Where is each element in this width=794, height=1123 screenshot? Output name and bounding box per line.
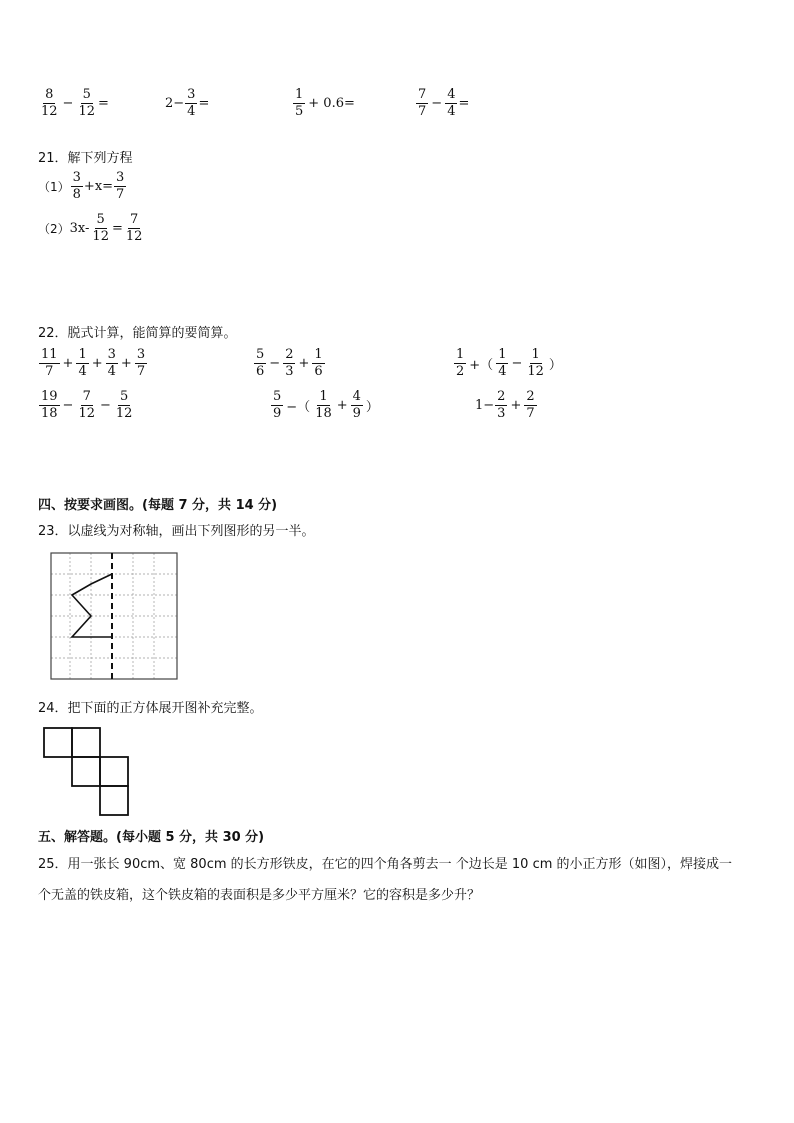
calc-3: $\frac{1}{5}$ + 0.6=: [295, 87, 355, 119]
fraction: $\frac{5}{12}$: [115, 389, 133, 421]
question-24-title: 24．把下面的正方体展开图补充完整。: [38, 701, 263, 716]
fraction: $\frac{5}{12}$: [78, 87, 95, 119]
question-21-title: 21．解下列方程: [38, 151, 133, 166]
symmetry-grid: [48, 550, 180, 682]
fraction: $\frac{4}{9}$: [352, 389, 361, 421]
fraction: $\frac{2}{3}$: [285, 347, 294, 379]
section-5-heading: 五、解答题。(每小题 5 分，共 30 分): [38, 830, 265, 845]
expression-2: $\frac{5}{6}$ − $\frac{2}{3}$ + $\frac{1}{6}$: [256, 347, 323, 379]
question-23-title: 23．以虚线为对称轴，画出下列图形的另一半。: [38, 524, 315, 539]
fraction: $\frac{1}{6}$: [314, 347, 323, 379]
fraction: $\frac{5}{12}$: [92, 212, 109, 244]
half-figure: [72, 574, 112, 637]
fraction: $\frac{2}{7}$: [526, 389, 535, 421]
fraction: $\frac{3}{8}$: [72, 170, 81, 202]
fraction: $\frac{5}{9}$: [273, 389, 282, 421]
question-25-line-1: 25．用一张长 90cm、宽 80cm 的长方形铁皮，在它的四个角各剪去一 个边长是 10 cm 的小正方形（如图），焊接成一: [38, 857, 733, 872]
fraction: $\frac{1}{2}$: [456, 347, 465, 379]
expression-3: $\frac{1}{2}$ +（ $\frac{1}{4}$ − $\frac{1}{12}$ ）: [456, 347, 562, 379]
expression-4: $\frac{19}{18}$ − $\frac{7}{12}$ − $\frac{5}{12}$: [41, 389, 133, 421]
fraction: $\frac{8}{12}$: [41, 87, 58, 119]
fraction: $\frac{3}{7}$: [116, 170, 125, 202]
fraction: $\frac{1}{12}$: [527, 347, 544, 379]
fraction: $\frac{11}{7}$: [41, 347, 58, 379]
fraction: $\frac{1}{4}$: [498, 347, 507, 379]
cube-net: [42, 726, 132, 818]
section-4-heading: 四、按要求画图。(每题 7 分，共 14 分): [38, 498, 278, 513]
expression-6: 1− $\frac{2}{3}$ + $\frac{2}{7}$: [475, 389, 535, 421]
calc-2: 2− $\frac{3}{4}$ =: [165, 87, 210, 119]
fraction: $\frac{1}{18}$: [315, 389, 332, 421]
equation-1: （1） $\frac{3}{8}$ +x= $\frac{3}{7}$: [38, 170, 125, 202]
fraction: $\frac{2}{3}$: [497, 389, 506, 421]
calc-4: $\frac{7}{7}$ − $\frac{4}{4}$ =: [418, 87, 470, 119]
fraction: $\frac{4}{4}$: [447, 87, 456, 119]
question-22-title: 22．脱式计算，能简算的要简算。: [38, 326, 237, 341]
fraction: $\frac{7}{12}$: [125, 212, 143, 244]
fraction: $\frac{3}{7}$: [136, 347, 146, 379]
calc-1: $\frac{8}{12}$ − $\frac{5}{12}$ =: [41, 87, 109, 119]
fraction: $\frac{1}{4}$: [78, 347, 87, 379]
fraction: $\frac{1}{5}$: [295, 87, 304, 119]
fraction: $\frac{7}{7}$: [418, 87, 427, 119]
question-25-line-2: 个无盖的铁皮箱，这个铁皮箱的表面积是多少平方厘米？它的容积是多少升？: [38, 888, 481, 903]
equation-2: （2） 3x- $\frac{5}{12}$ = $\frac{7}{12}$: [38, 212, 143, 244]
expression-5: $\frac{5}{9}$ −（ $\frac{1}{18}$ + $\frac{4}{9}$ ）: [273, 389, 379, 421]
fraction: $\frac{3}{4}$: [107, 347, 116, 379]
fraction: $\frac{3}{4}$: [187, 87, 196, 119]
expression-1: $\frac{11}{7}$ + $\frac{1}{4}$ + $\frac{3}{4}$ + $\frac{3}{7}$: [41, 347, 146, 379]
fraction: $\frac{5}{6}$: [256, 347, 265, 379]
fraction: $\frac{19}{18}$: [41, 389, 58, 421]
fraction: $\frac{7}{12}$: [78, 389, 95, 421]
